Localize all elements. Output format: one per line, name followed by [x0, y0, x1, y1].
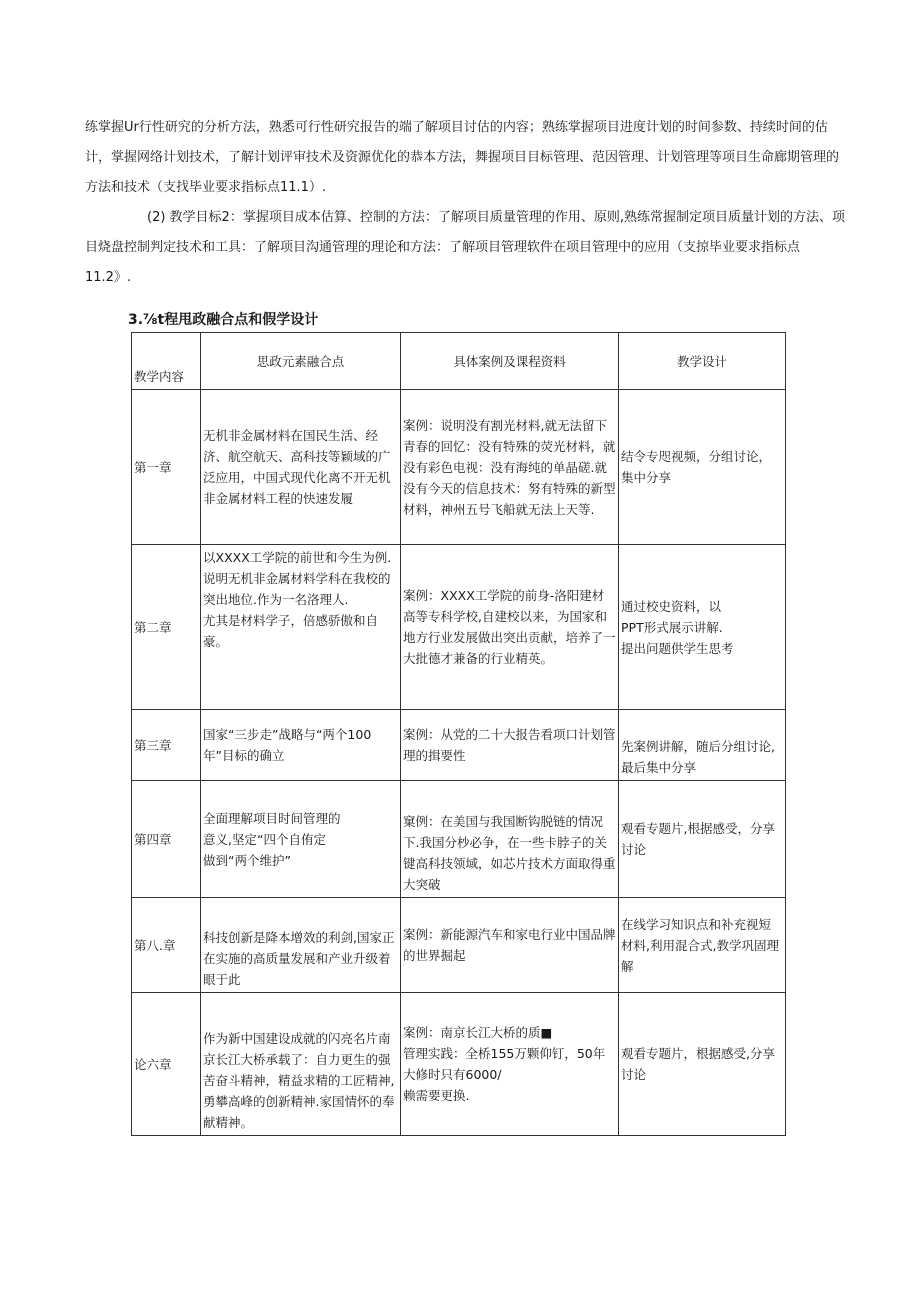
element-cell: 作为新中国建设成就的闪亮名片南京长江大桥承载了：自力更生的强苦奋斗精神，精益求精的工匠精神,勇攀高峰的创新精神.家国情怀的奉献精神。: [201, 993, 401, 1136]
case-cell: 案例：南京长江大桥的质■ 管理实践：全桥155万颗仰钉，50年大修时只有6000∕ 赖需要更换.: [401, 993, 619, 1136]
case-cell: 窠例：在美国与我国断钩脱链的情况下.我国分杪必争，在一些卡脖子的关键高科技领域，如芯片技术方面取得重大突破: [401, 781, 619, 898]
design-cell: 在线学习知识点和补充视短材料,利用混合式,教学巩固理解: [619, 898, 786, 993]
case-cell: 案例：说明没有割光材料,就无法留下青春的回忆：没有特殊的荧光材料，就没有彩色电视：没有海纯的单晶磋.就没有今天的信息技术：努有特殊的新型材料，神州五号飞船就无法上天等.: [401, 390, 619, 545]
table-row: [132, 390, 786, 545]
chapter-cell: 第二章: [132, 545, 201, 710]
case-cell: 案例：XXXX工学院的前身-洛阳建材高等专科学校,自建校以来，为国家和地方行业发展做出突出贡献，培养了一大批德才兼备的行业精英。: [401, 545, 619, 710]
element-cell: 国家“三步走”战略与“两个100年”目标的确立: [201, 710, 401, 781]
design-cell: 结令专咫视频，分组讨论，集中分享: [619, 390, 786, 545]
table-row: [132, 898, 786, 993]
table-row: [132, 710, 786, 781]
chapter-cell: 论六章: [132, 993, 201, 1136]
table-row: [132, 781, 786, 898]
header-ideological-element: 思政元素融合点: [201, 333, 401, 390]
objective-1-paragraph: 练掌握Ur行性研究的分析方法，熟悉可行性研究报告的端了解项目讨估的内容；熟练掌握项目进度计划的时间参数、持续时间的估计，掌握网络计划技术，了解计划评审技术及资源优化的恭本方法，舞握项目目标管理、范因管理、计划管理等项目生命廊期管理的方法和技术（支找毕业要求指标点11.1）.: [85, 120, 840, 195]
header-teaching-design: 教学设计: [619, 333, 786, 390]
chapter-cell: 第三章: [132, 710, 201, 781]
case-cell: 案例：新能源汽车和家电行业中国品牌的世界掘起: [401, 898, 619, 993]
chapter-cell: 第一章: [132, 390, 201, 545]
design-cell: 观看专题片，根据感受,分享讨论: [619, 993, 786, 1136]
design-cell: 通过校史资料，以 PPT形式展示讲解. 提出问题供学生思考: [619, 545, 786, 710]
chapter-cell: 第四章: [132, 781, 201, 898]
header-teaching-content: 教学内容: [132, 333, 201, 390]
element-cell: 无机非金属材料在国民生活、经济、航空航天、高科技等颖域的广泛应用，中国式现代化离不开无机非金属材料工程的快速发履: [201, 390, 401, 545]
table-row: [132, 993, 786, 1136]
ideological-course-table: [131, 332, 786, 1136]
design-cell: 观看专题片,根据感受，分享讨论: [619, 781, 786, 898]
chapter-cell: 第八.章: [132, 898, 201, 993]
section-title: 3.⅞t程甩政融合点和假学设计: [128, 312, 319, 328]
element-cell: 科技创新是降本增效的利剑,国家正在实施的高质量发展和产业升级着眼于此: [201, 898, 401, 993]
element-cell: 以XXXX工学院的前世和今生为例.说明无机非金属材料学科在我校的突出地位.作为一名洛理人. 尤其是材料学子，倍感骄傲和自豪。: [201, 545, 401, 710]
header-case-material: 具体案例及课程资料: [401, 333, 619, 390]
design-cell: 先案例讲解，随后分组讨论,最后集中分享: [619, 710, 786, 781]
table-header-row: [132, 333, 786, 390]
case-cell: 案例：从党的二十大报告看项口计划管理的揖要性: [401, 710, 619, 781]
element-cell: 全面理解项目时间管理的 意义,坚定“四个自侑定 做到“两个维护”: [201, 781, 401, 898]
table-row: [132, 545, 786, 710]
objective-2-paragraph: (2) 教学目标2：掌握项目成本估算、控制的方法：了解项目质量管理的作用、原则,熟练常握制定项目质量计划的方法、项目烧盘控制判定技术和工具：了解项目沟通管理的理论和方法：了解项目管理软件在项目管理中的应用（支掠毕业要求指标点11.2》.: [85, 210, 845, 285]
